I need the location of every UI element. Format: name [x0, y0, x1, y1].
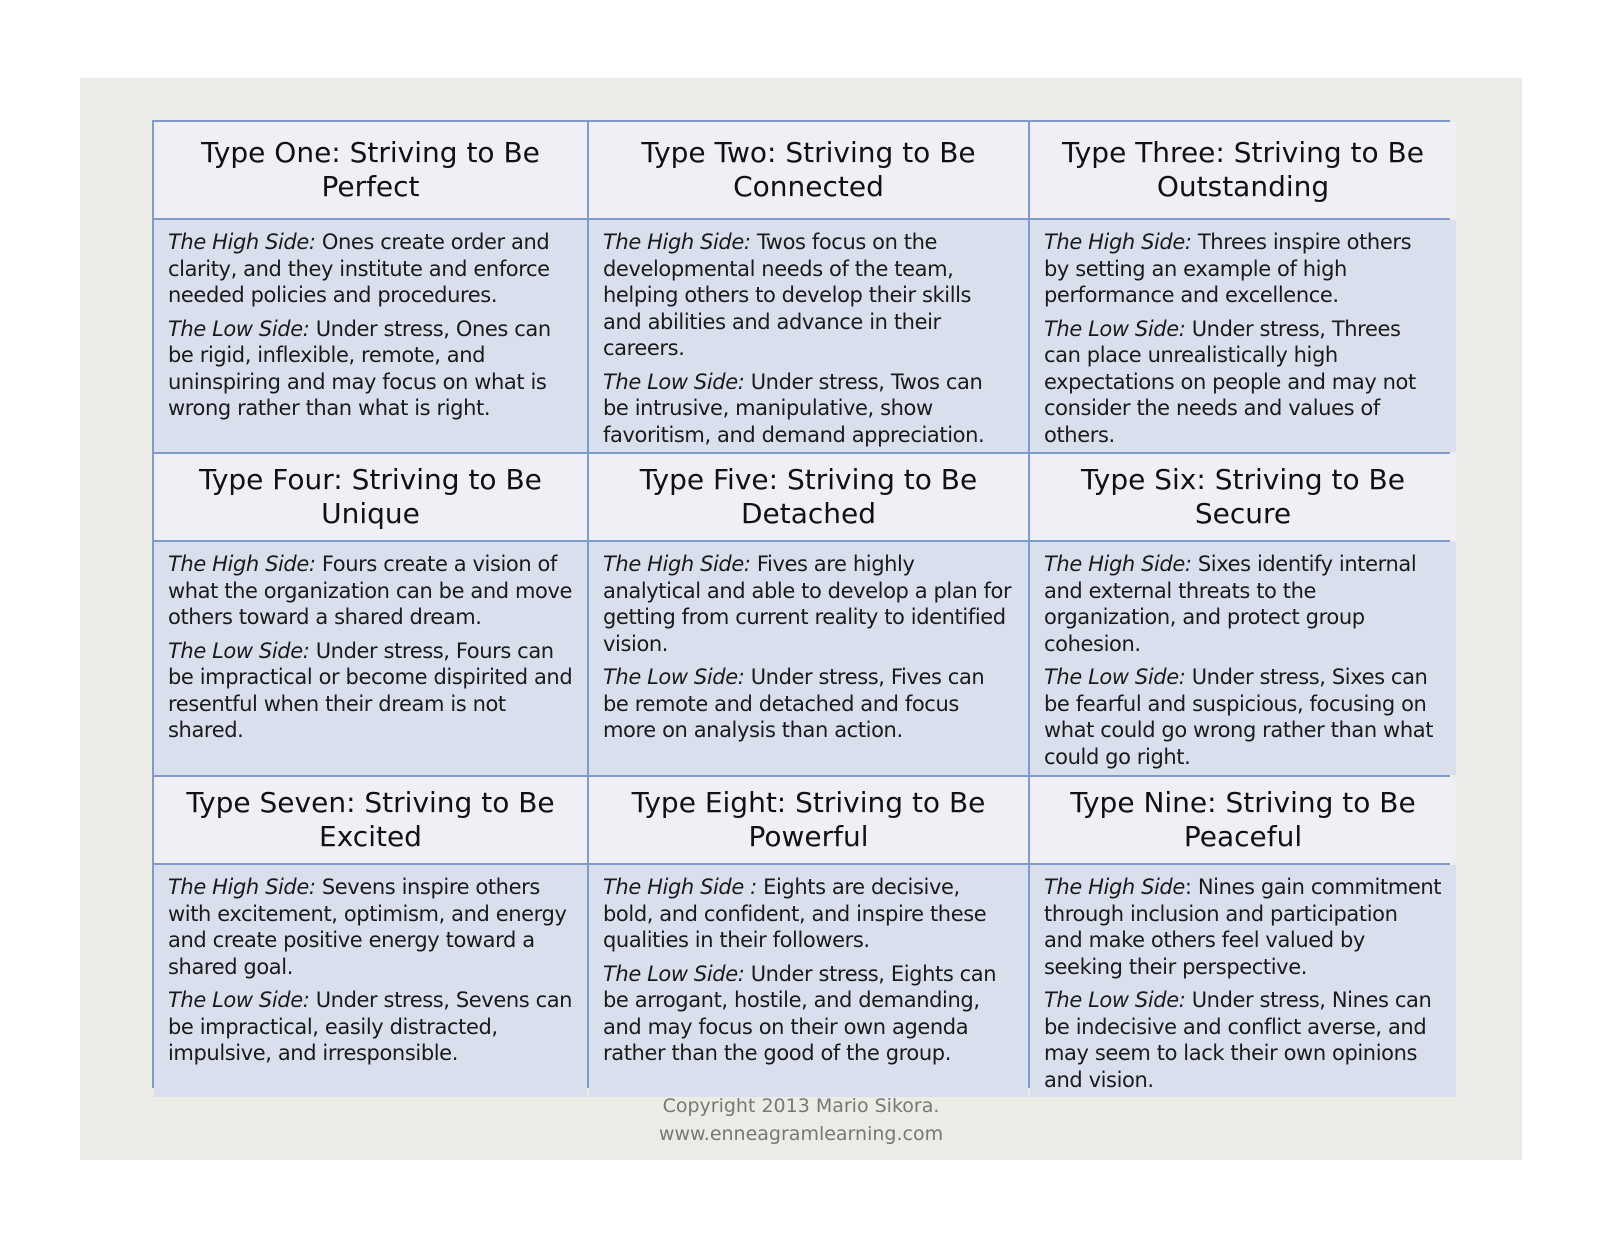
- type-title: Type Three: Striving to Be Outstanding: [1030, 122, 1456, 218]
- low-side-label: The Low Side:: [168, 638, 310, 663]
- low-side-text: The Low Side: Under stress, Ones can be rigid, inflexible, remote, and uninspiring and may focus on what is wrong rather than what is right.: [168, 316, 551, 420]
- low-side-label: The Low Side:: [603, 369, 745, 394]
- type-description: [589, 865, 1028, 1097]
- high-side-label: The High Side:: [603, 230, 751, 254]
- low-side-label: The Low Side:: [1044, 988, 1186, 1012]
- type-description: [589, 542, 1028, 775]
- type-title: Type Eight: Striving to Be Powerful: [589, 777, 1028, 863]
- type-title: Type Five: Striving to Be Detached: [589, 454, 1028, 540]
- high-side-label: The High Side:: [168, 875, 316, 899]
- type-description: [1030, 220, 1456, 452]
- type-description: [154, 865, 587, 1097]
- low-side-label: The Low Side:: [1044, 316, 1186, 341]
- high-side-text: The High Side: Sixes identify internal and external threats to the organization, and protect group cohesion.: [1044, 552, 1417, 656]
- low-side-text: The Low Side: Under stress, Sevens can be impractical, easily distracted, impulsive, and irresponsible.: [168, 988, 573, 1065]
- type-description: [154, 542, 587, 775]
- high-side-label: The High Side:: [603, 552, 751, 576]
- high-side-label: The High Side:: [1044, 552, 1192, 576]
- high-side-label: The High Side :: [603, 875, 757, 899]
- high-side-text: The High Side: Twos focus on the developmental needs of the team, helping others to develop their skills and abilities and advance in their careers.: [603, 230, 972, 360]
- high-side-text: The High Side: Threes inspire others by setting an example of high performance and excellence.: [1044, 230, 1412, 307]
- type-description: [589, 220, 1028, 452]
- low-side-label: The Low Side:: [168, 988, 310, 1012]
- type-title: Type One: Striving to Be Perfect: [154, 122, 587, 218]
- high-side-text: The High Side: Fours create a vision of what the organization can be and move others toward a shared dream.: [168, 552, 573, 629]
- low-side-text: The Low Side: Under stress, Fours can be impractical or become dispirited and resentful when their dream is not shared.: [168, 638, 573, 742]
- high-side-label: The High Side:: [1044, 230, 1192, 254]
- low-side-label: The Low Side:: [168, 316, 310, 341]
- high-side-text: The High Side: Sevens inspire others with excitement, optimism, and energy and create positive energy toward a shared goal.: [168, 875, 567, 979]
- high-side-text: The High Side: Fives are highly analytical and able to develop a plan for getting from current reality to identified vision.: [603, 552, 1012, 656]
- low-side-text: The Low Side: Under stress, Nines can be indecisive and conflict averse, and may seem to lack their own opinions and vision.: [1044, 988, 1432, 1092]
- high-side-label: The High Side:: [168, 230, 316, 254]
- type-description: [1030, 542, 1456, 775]
- type-title: Type Two: Striving to Be Connected: [589, 122, 1028, 218]
- enneagram-types-table: [152, 120, 1450, 1092]
- type-title: Type Seven: Striving to Be Excited: [154, 777, 587, 863]
- high-side-text: The High Side: Nines gain commitment through inclusion and participation and make others feel valued by seeking their perspective.: [1044, 875, 1442, 979]
- type-title: Type Four: Striving to Be Unique: [154, 454, 587, 540]
- low-side-text: The Low Side: Under stress, Sixes can be fearful and suspicious, focusing on what could go wrong rather than what could go right.: [1044, 665, 1434, 769]
- type-title: Type Six: Striving to Be Secure: [1030, 454, 1456, 540]
- type-title: Type Nine: Striving to Be Peaceful: [1030, 777, 1456, 863]
- high-side-label: The High Side:: [168, 552, 316, 576]
- footer: [80, 1092, 1522, 1148]
- website-text: www.enneagramlearning.com: [658, 1123, 944, 1145]
- low-side-text: The Low Side: Under stress, Twos can be intrusive, manipulative, show favoritism, and demand appreciation.: [603, 369, 985, 447]
- low-side-label: The Low Side:: [603, 961, 745, 986]
- low-side-text: The Low Side: Under stress, Eights can be arrogant, hostile, and demanding, and may focus on their own agenda rather than the good of the group.: [603, 961, 997, 1065]
- type-description: [154, 220, 587, 452]
- high-side-text: The High Side: Ones create order and clarity, and they institute and enforce needed policies and procedures.: [168, 230, 550, 307]
- high-side-text: The High Side : Eights are decisive, bold, and confident, and inspire these qualities in their followers.: [603, 875, 987, 952]
- document-sheet: [80, 78, 1522, 1160]
- copyright-text: Copyright 2013 Mario Sikora.: [662, 1095, 940, 1117]
- low-side-text: The Low Side: Under stress, Fives can be remote and detached and focus more on analysis than action.: [603, 665, 985, 742]
- high-side-label: The High Side: [1044, 875, 1185, 899]
- type-description: [1030, 865, 1456, 1097]
- low-side-label: The Low Side:: [1044, 665, 1186, 689]
- low-side-text: The Low Side: Under stress, Threes can place unrealistically high expectations on people and may not consider the needs and values of others.: [1044, 316, 1416, 447]
- low-side-label: The Low Side:: [603, 665, 745, 689]
